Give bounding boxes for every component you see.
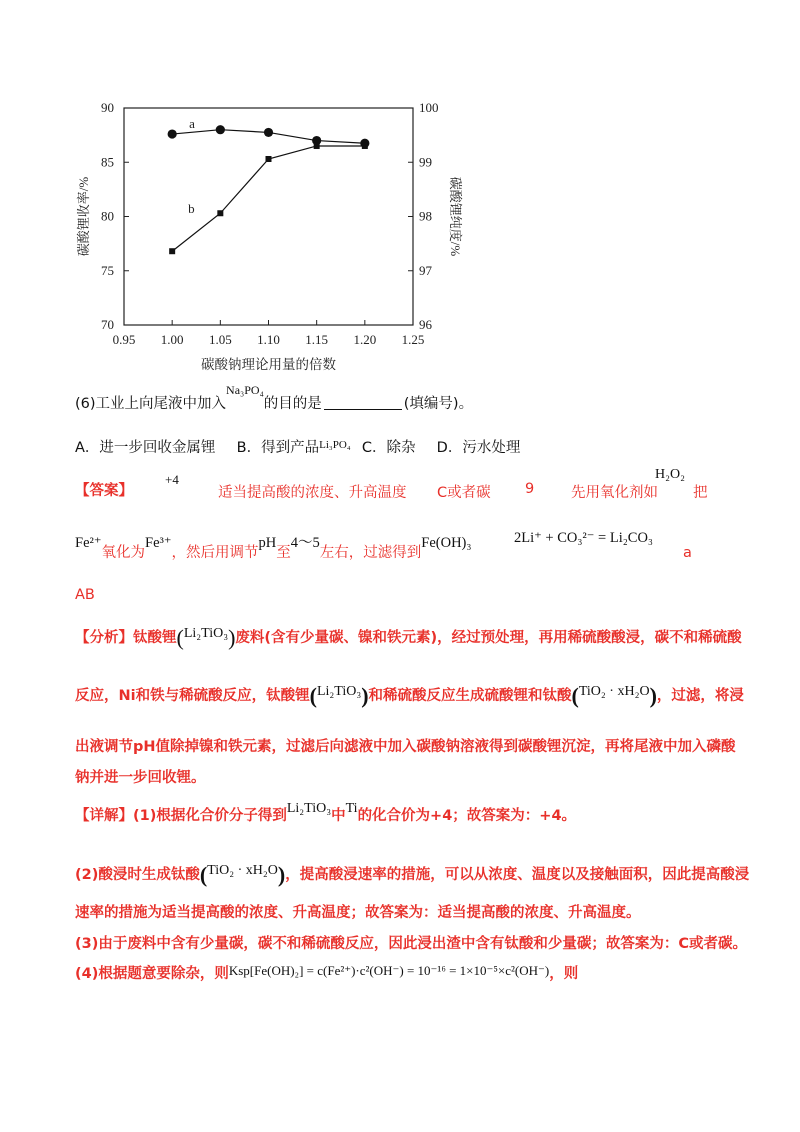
answer-residue: C或者碳 [437,485,491,501]
y-right-tick-label: 98 [419,208,432,224]
detail-tag: 【详解】 [75,808,133,824]
detail-text-1b: 中 [331,808,346,824]
x-tick-label: 1.00 [160,332,184,347]
fe2-formula: Fe²⁺ [75,535,102,551]
li2tio3-formula-2: Li₂TiO₃ [316,684,362,699]
li2tio3-formula-1: Li₂TiO₃ [183,626,229,641]
option-b-formula: Li₃PO₄ [319,439,351,451]
x-tick-label: 1.25 [401,332,425,347]
detail-text-1a: (1)根据化合价分子得到 [133,808,287,824]
x-tick-label: 1.15 [305,332,329,347]
x-tick-label: 1.10 [257,332,280,347]
y-right-tick-label: 99 [419,154,432,170]
answer-valence: +4 [165,472,179,487]
series-label-a: a [189,116,195,132]
answer-options: AB [75,587,95,603]
q6-middle: 的目的是 [263,396,322,412]
detail-text-2a: (2)酸浸时生成钛酸 [75,867,200,883]
answer-oxidize-to: 氧化为 [101,545,146,561]
series-point-b [362,143,368,149]
option-a[interactable]: A．进一步回收金属锂 [75,440,216,456]
series-point-a [264,128,273,137]
x-tick-label: 1.05 [208,332,232,347]
q6-prefix: (6)工业上向尾液中加入 [75,396,227,412]
answer-ba: 把 [693,485,708,501]
li2co3-equation: 2Li⁺ + CO₃²⁻ = Li₂CO₃ [514,530,653,546]
y-left-tick-label: 85 [101,154,114,170]
analysis-line-2: 反应，Ni和铁与稀硫酸反应，钛酸锂(Li₂TiO₃)和稀硫酸反应生成硫酸锂和钛酸(TiO₂ · xH₂O)，过滤，将浸 [75,683,744,708]
detail-text-2b: ，提高酸浸速率的措施，可以从浓度、温度以及接触面积，因此提高酸浸 [285,867,750,883]
series-point-a [216,125,225,134]
series-point-b [314,143,320,149]
y-left-tick-label: 75 [101,262,114,278]
answer-to: 至 [276,545,291,561]
analysis-text-1a: 钛酸锂 [133,630,177,646]
ph-label: pH [258,535,277,551]
series-label-b: b [188,201,195,217]
fe3-formula: Fe³⁺ [145,535,172,551]
q6-suffix: (填编号)。 [403,396,474,412]
analysis-text-2a: 反应，Ni和铁与稀硫酸反应，钛酸锂 [75,688,310,704]
answer-blank[interactable] [324,395,402,410]
x-tick-label: 0.95 [112,332,136,347]
y-right-tick-label: 96 [419,317,432,332]
option-c[interactable]: C．除杂 [361,440,416,456]
series-point-a [168,129,177,138]
y-right-tick-label: 100 [419,100,439,115]
analysis-text-2b: 和稀硫酸反应生成硫酸锂和钛酸 [368,688,572,704]
plot-frame [124,108,413,325]
ti-symbol: Ti [345,801,358,816]
answer-adjust: ，然后用调节 [171,545,259,561]
analysis-line-3: 出液调节pH值除掉镍和铁元素，过滤后向滤液中加入碳酸钠溶液得到碳酸锂沉淀，再将尾液中加入磷酸 [75,739,736,755]
answer-filter: 左右，过滤得到 [319,545,422,561]
x-axis-label: 碳酸钠理论用量的倍数 [201,357,336,372]
ph-range: 4～5 [290,535,320,551]
y-right-tick-label: 97 [419,262,432,278]
answer-tag: 【答案】 [75,483,133,499]
answer-ph-value: 9 [525,481,535,497]
x-tick-label: 1.20 [353,332,377,347]
li2tio3-formula-3: Li₂TiO₃ [286,801,332,816]
y-left-tick-label: 70 [101,317,114,332]
h2o2-formula: H₂O₂ [655,467,685,482]
options-row [75,436,520,457]
detail-line-2: (2)酸浸时生成钛酸(TiO₂ · xH₂O)，提高酸浸速率的措施，可以从浓度、温度以及接触面积，因此提高酸浸 [75,862,750,887]
option-d[interactable]: D．污水处理 [436,440,521,456]
answer-line-2 [75,533,472,561]
yield-purity-chart [0,0,800,375]
feoh3-formula: Fe(OH)₃ [421,535,472,551]
tio2-formula-1: TiO₂ · xH₂O [578,684,650,699]
answer-measure: 适当提高酸的浓度、升高温度 [218,485,407,501]
detail-line-5 [75,962,578,983]
detail-text-4b: ，则 [549,966,579,982]
y-left-tick-label: 90 [101,100,114,115]
analysis-line-4: 钠并进一步回收锂。 [75,770,206,786]
detail-line-3: 速率的措施为适当提高酸的浓度、升高温度；故答案为：适当提高酸的浓度、升高温度。 [75,905,641,921]
analysis-tag: 【分析】 [75,630,133,646]
series-point-b [169,248,175,254]
detail-text-1c: 的化合价为+4；故答案为：+4。 [357,808,577,824]
ksp-expression: Ksp[Fe(OH)₂] = c(Fe²⁺)·c²(OH⁻) = 10⁻¹⁶ = 1×10⁻⁵×c²(OH⁻) [228,963,550,978]
question-6 [75,383,474,413]
series-point-b [266,156,272,162]
analysis-text-2c: ，过滤，将浸 [656,688,744,704]
detail-text-4a: (4)根据题意要除杂，则 [75,966,229,982]
analysis-line-1: 【分析】钛酸锂(Li₂TiO₃)废料(含有少量碳、镍和铁元素)，经过预处理，再用稀硫酸酸浸，碳不和稀硫酸 [75,625,742,650]
answer-curve: a [683,545,692,561]
y-right-axis-label: 碳酸锂纯度/% [448,176,463,257]
tio2-formula-2: TiO₂ · xH₂O [207,863,278,878]
analysis-text-1b: 废料(含有少量碳、镍和铁元素)，经过预处理，再用稀硫酸酸浸，碳不和稀硫酸 [235,630,742,646]
q6-reagent-formula: Na₃PO₄ [226,383,264,397]
y-left-tick-label: 80 [101,208,114,224]
y-left-axis-label: 碳酸锂收率/% [76,176,91,257]
detail-line-1 [75,801,577,825]
answer-oxidant-text: 先用氧化剂如 [571,485,658,501]
series-point-b [217,210,223,216]
option-b[interactable]: B．得到产品 [236,440,320,456]
detail-line-4: (3)由于废料中含有少量碳，碳不和稀硫酸反应，因此浸出渣中含有钛酸和少量碳；故答案为：C或者碳。 [75,936,747,952]
